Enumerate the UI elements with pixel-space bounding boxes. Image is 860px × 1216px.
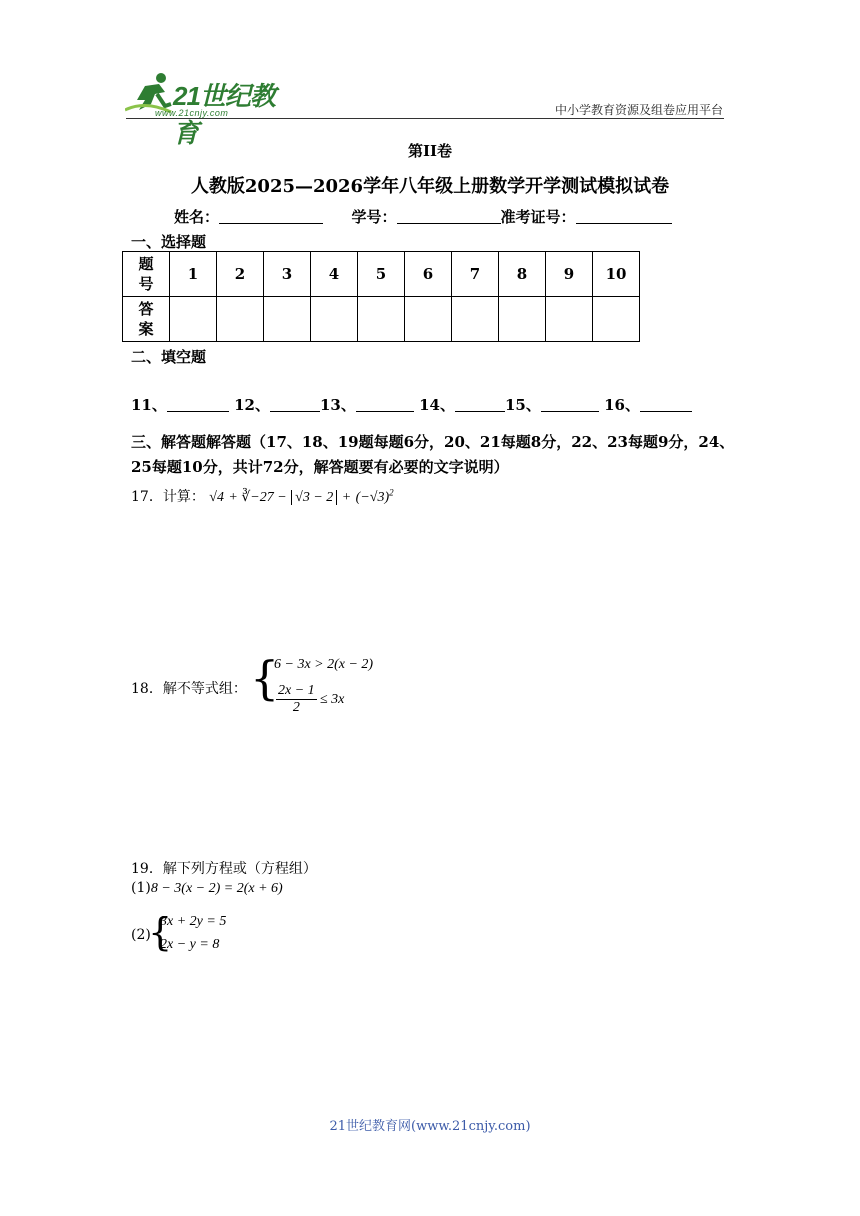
question-18-label: 18．解不等式组：	[131, 681, 247, 697]
site-logo	[125, 70, 295, 148]
answer-cell[interactable]	[452, 297, 499, 342]
answer-cell[interactable]	[358, 297, 405, 342]
platform-caption: 中小学教育资源及组卷应用平台	[554, 103, 723, 117]
q18-fraction: 2x − 1 2	[278, 683, 315, 715]
fill-blank[interactable]	[640, 395, 692, 412]
id-blank[interactable]	[397, 207, 501, 224]
fill-item-label: 13、	[319, 396, 356, 414]
section1-heading: 一、选择题	[131, 233, 207, 251]
fill-blank[interactable]	[270, 395, 320, 412]
q17-abs-value: √3 − 2	[291, 490, 337, 505]
answer-cell[interactable]	[593, 297, 640, 342]
footer-link[interactable]: 21世纪教育网(www.21cnjy.com)	[329, 1119, 531, 1134]
fill-item-label: 12、	[234, 396, 270, 414]
q17-plus: +	[341, 490, 352, 505]
q19-brace: {	[148, 910, 173, 954]
q18-brace: {	[250, 651, 280, 705]
answer-cell[interactable]	[311, 297, 358, 342]
fill-blank[interactable]	[455, 395, 505, 412]
q17-paren: $(-√3)^2$	[355, 487, 394, 505]
q17-term-cbrt: + ∛−27 −	[228, 490, 287, 505]
table-cell-number: 6	[405, 252, 452, 297]
fill-blanks	[131, 394, 692, 415]
fill-blank[interactable]	[167, 395, 229, 412]
header-divider	[126, 118, 724, 119]
table-cell-number: 2	[217, 252, 264, 297]
row-header-number: 题号	[123, 252, 170, 297]
answer-cell[interactable]	[264, 297, 311, 342]
id-label: 学号：	[351, 208, 397, 226]
q17-prefix: 17．计算：	[131, 489, 205, 505]
table-cell-number: 5	[358, 252, 405, 297]
q18-inequality-1: 6 − 3x > 2(x − 2)	[274, 657, 374, 672]
fill-item-label: 14、	[419, 396, 455, 414]
name-label: 姓名：	[174, 208, 220, 226]
table-cell-number: 10	[593, 252, 640, 297]
answer-cell[interactable]	[499, 297, 546, 342]
fill-blank[interactable]	[356, 395, 414, 412]
section2-heading: 二、填空题	[131, 348, 207, 366]
q19-eq1: 3x + 2y = 5	[160, 914, 227, 929]
table-row	[123, 297, 640, 342]
q19-eq2: 2x − y = 8	[160, 937, 220, 952]
section3-heading: 三、解答题解答题（17、18、19题每题6分，20、21每题8分，22、23每题9分，24、25每题10分，共计72分，解答题要有必要的文字说明）	[131, 433, 735, 476]
table-row	[123, 252, 640, 297]
q17-term-sqrt4: √4	[209, 490, 224, 505]
row-header-answer: 答案	[123, 297, 170, 342]
table-cell-number: 1	[170, 252, 217, 297]
student-info	[174, 206, 672, 227]
exam-blank[interactable]	[576, 207, 672, 224]
table-cell-number: 9	[546, 252, 593, 297]
fill-blank[interactable]	[541, 395, 599, 412]
volume-label: 第II卷	[407, 142, 453, 160]
answer-cell[interactable]	[405, 297, 452, 342]
question-17	[131, 486, 394, 506]
table-cell-number: 4	[311, 252, 358, 297]
name-blank[interactable]	[219, 207, 323, 224]
fill-item-label: 11、	[131, 396, 167, 414]
exam-label: 准考证号：	[500, 208, 576, 226]
table-cell-number: 8	[499, 252, 546, 297]
table-cell-number: 7	[452, 252, 499, 297]
table-cell-number: 3	[264, 252, 311, 297]
q19-part1: (1)8 − 3(x − 2) = 2(x + 6)	[131, 880, 283, 896]
answer-cell[interactable]	[170, 297, 217, 342]
answer-table	[122, 251, 640, 342]
q18-relation: ≤ 3x	[320, 692, 345, 707]
question-19: 19．解下列方程或（方程组）	[131, 861, 317, 877]
page-title: 人教版2025—2026学年八年级上册数学开学测试模拟试卷	[190, 176, 670, 197]
fill-item-label: 15、	[504, 396, 541, 414]
logo-text: 21世纪教育	[173, 81, 275, 148]
logo-url: www.21cnjy.com	[155, 108, 229, 118]
fill-item-label: 16、	[604, 396, 640, 414]
q19-part2-label: (2)	[131, 927, 151, 943]
answer-cell[interactable]	[217, 297, 264, 342]
answer-cell[interactable]	[546, 297, 593, 342]
